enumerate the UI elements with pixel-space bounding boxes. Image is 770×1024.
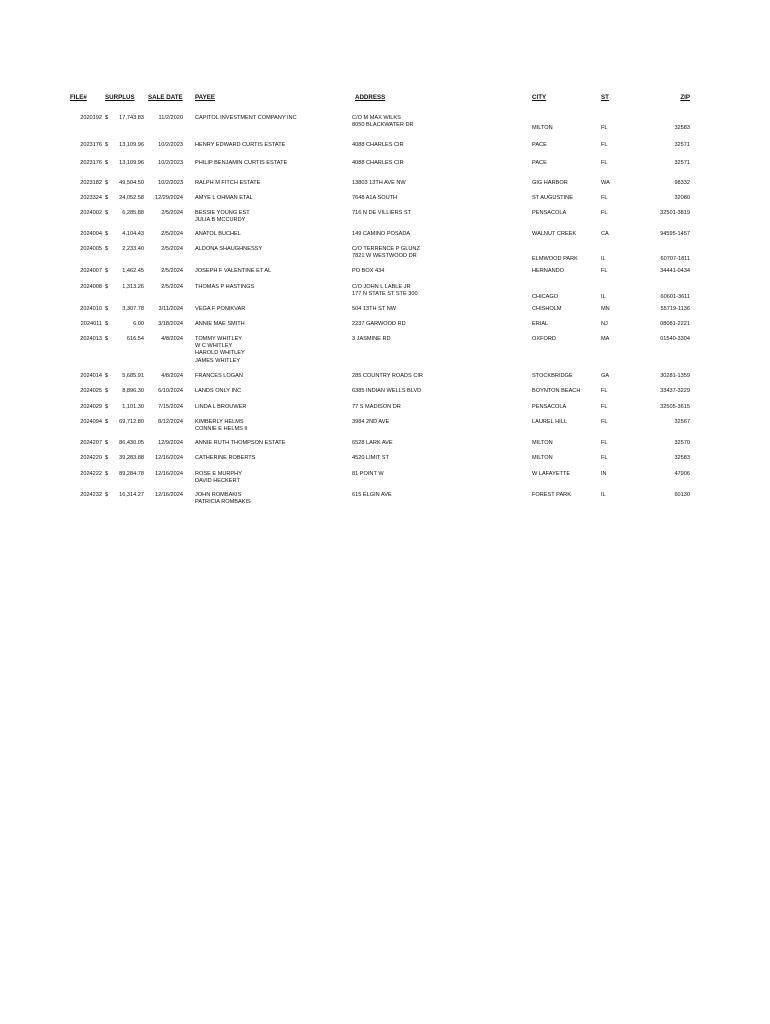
dollar-sign: $ [105, 268, 109, 274]
payee-cell [195, 455, 345, 462]
city: HERNANDO [532, 268, 565, 274]
payee-name: FRANCES LOGAN [195, 373, 243, 379]
city: BOYNTON BEACH [532, 388, 581, 394]
payee-name: AMYE L OHMAN ETAL [195, 195, 253, 201]
sale-date: 10/2/2023 [158, 180, 183, 186]
city: W LAFAYETTE [532, 471, 571, 477]
payee-name: ANATOL BUCHEL [195, 231, 241, 237]
surplus-amount: 616.54 [126, 336, 144, 342]
address-line: 504 13TH ST NW [352, 306, 397, 312]
address-cell [352, 455, 522, 462]
city: LAUREL HILL [532, 419, 567, 425]
payee-cell [195, 419, 345, 433]
address-cell [352, 492, 522, 499]
surplus-amount: 5,685.91 [122, 373, 144, 379]
sale-date: 12/16/2024 [155, 455, 183, 461]
city: MILTON [532, 125, 553, 131]
payee-cell [195, 321, 345, 328]
state: IL [601, 294, 606, 300]
address-cell [352, 440, 522, 447]
payee-cell [195, 180, 345, 187]
address-line: 8050 BLACKWATER DR [352, 122, 414, 129]
address-cell [352, 284, 522, 298]
address-cell [352, 471, 522, 478]
sale-date: 6/10/2024 [158, 388, 183, 394]
state: IL [601, 492, 606, 498]
city: MILTON [532, 455, 553, 461]
address-cell [352, 373, 522, 380]
dollar-sign: $ [105, 471, 109, 477]
payee-cell [195, 388, 345, 395]
payee-cell [195, 246, 345, 253]
file-number: 2024094 [80, 419, 102, 425]
dollar-sign: $ [105, 492, 109, 498]
address-line: PO BOX 434 [352, 268, 385, 274]
zip-code: 33437-3229 [660, 388, 690, 394]
surplus-amount: 6,285.88 [122, 210, 144, 216]
payee-name: HAROLD WHITLEY [195, 350, 245, 357]
dollar-sign: $ [105, 246, 109, 252]
payee-cell [195, 336, 345, 365]
sale-date: 10/2/2023 [158, 142, 183, 148]
surplus-amount: 89,284.78 [119, 471, 144, 477]
state: FL [601, 419, 608, 425]
file-number: 2023182 [80, 180, 102, 186]
zip-code: 47906 [674, 471, 690, 477]
surplus-amount: 1,462.45 [122, 268, 144, 274]
sale-date: 2/5/2024 [161, 231, 183, 237]
dollar-sign: $ [105, 321, 109, 327]
payee-cell [195, 115, 345, 122]
dollar-sign: $ [105, 455, 109, 461]
payee-cell [195, 142, 345, 149]
file-number: 2024014 [80, 373, 102, 379]
surplus-amount: 39,283.88 [119, 455, 144, 461]
file-number: 2023176 [80, 160, 102, 166]
sale-date: 4/8/2024 [161, 336, 183, 342]
payee-name: CONNIE E HELMS II [195, 426, 248, 433]
sale-date: 12/16/2024 [155, 492, 183, 498]
payee-cell [195, 471, 345, 485]
zip-code: 55719-1136 [660, 306, 690, 312]
payee-name: THOMAS P HASTINGS [195, 284, 255, 290]
surplus-amount: 24,052.58 [119, 195, 144, 201]
address-cell [352, 268, 522, 275]
file-number: 2024207 [80, 440, 102, 446]
sale-date: 12/9/2024 [158, 440, 183, 446]
address-line: 716 N DE VILLIERS ST [352, 210, 412, 216]
surplus-amount: 16,314.27 [119, 492, 144, 498]
state: FL [601, 125, 608, 131]
city: ELMWOOD PARK [532, 256, 578, 262]
payee-cell [195, 492, 345, 506]
surplus-amount: 49,504.50 [119, 180, 144, 186]
payee-name: KIMBERLY HELMS [195, 419, 244, 425]
sale-date: 2/5/2024 [161, 210, 183, 216]
file-number: 2024008 [80, 284, 102, 290]
state: NJ [601, 321, 608, 327]
address-line: 6385 INDIAN WELLS BLVD [352, 388, 422, 394]
state: FL [601, 440, 608, 446]
address-line: 3 JASMINE RD [352, 336, 391, 342]
file-number: 2024004 [80, 231, 102, 237]
payee-name: DAVID HECKERT [195, 478, 240, 485]
state: FL [601, 195, 608, 201]
zip-code: 60130 [674, 492, 690, 498]
address-line: 285 COUNTRY ROADS CIR [352, 373, 423, 379]
city: FOREST PARK [532, 492, 571, 498]
file-number: 2024010 [80, 306, 102, 312]
city: PACE [532, 160, 547, 166]
payee-name: LANDS ONLY INC [195, 388, 242, 394]
dollar-sign: $ [105, 160, 109, 166]
surplus-amount: 1,313.26 [122, 284, 144, 290]
zip-code: 94595-1457 [660, 231, 690, 237]
surplus-amount: 8,896.30 [122, 388, 144, 394]
sale-date: 2/5/2024 [161, 268, 183, 274]
sale-date: 12/29/2024 [155, 195, 183, 201]
city: CHISHOLM [532, 306, 562, 312]
city: PACE [532, 142, 547, 148]
dollar-sign: $ [105, 180, 109, 186]
header-surplus: SURPLUS [105, 94, 135, 101]
payee-name: ROSE E MURPHY [195, 471, 242, 477]
sale-date: 7/15/2024 [158, 404, 183, 410]
file-number: 2024220 [80, 455, 102, 461]
payee-name: CATHERINE ROBERTS [195, 455, 256, 461]
payee-cell [195, 210, 345, 224]
address-line: 77 S MADISON DR [352, 404, 401, 410]
state: FL [601, 404, 608, 410]
dollar-sign: $ [105, 388, 109, 394]
sale-date: 10/2/2023 [158, 160, 183, 166]
address-cell [352, 388, 522, 395]
header-sale-date: SALE DATE [148, 94, 183, 101]
address-line: 6528 LARK AVE [352, 440, 393, 446]
address-line: 177 N STATE ST STE 300 [352, 291, 418, 298]
payee-name: HENRY EDWARD CURTIS ESTATE [195, 142, 286, 148]
dollar-sign: $ [105, 336, 109, 342]
address-line: 615 ELGIN AVE [352, 492, 392, 498]
address-cell [352, 419, 522, 426]
dollar-sign: $ [105, 115, 109, 121]
header-file: FILE# [70, 94, 87, 101]
address-cell [352, 115, 522, 129]
file-number: 2020192 [80, 115, 102, 121]
header-address: ADDRESS [355, 94, 386, 101]
address-cell [352, 210, 522, 217]
address-cell [352, 336, 522, 343]
state: FL [601, 455, 608, 461]
payee-name: CAPITOL INVESTMENT COMPANY INC [195, 115, 297, 121]
state: FL [601, 210, 608, 216]
file-number: 2024013 [80, 336, 102, 342]
dollar-sign: $ [105, 373, 109, 379]
state: CA [601, 231, 609, 237]
zip-code: 32583 [674, 125, 690, 131]
address-cell [352, 180, 522, 187]
dollar-sign: $ [105, 404, 109, 410]
city: CHICAGO [532, 294, 559, 300]
zip-code: 08081-2221 [660, 321, 690, 327]
address-cell [352, 160, 522, 167]
zip-code: 32505-3615 [660, 404, 690, 410]
city: ERIAL [532, 321, 549, 327]
payee-cell [195, 373, 345, 380]
address-line: 7648 A1A SOUTH [352, 195, 398, 201]
zip-code: 01540-3304 [660, 336, 690, 342]
surplus-amount: 69,712.80 [119, 419, 144, 425]
file-number: 2024232 [80, 492, 102, 498]
address-line: 2237 GARWOOD RD [352, 321, 406, 327]
file-number: 2024025 [80, 388, 102, 394]
sale-date: 4/8/2024 [161, 373, 183, 379]
sale-date: 11/2/2020 [158, 115, 183, 121]
city: OXFORD [532, 336, 556, 342]
address-line: 3984 2ND AVE [352, 419, 390, 425]
state: FL [601, 142, 608, 148]
address-line: 4520 LIMIT ST [352, 455, 389, 461]
payee-name: JAMES WHITLEY [195, 357, 241, 364]
header-city: CITY [532, 94, 547, 101]
file-number: 2023324 [80, 195, 102, 201]
file-number: 2024002 [80, 210, 102, 216]
dollar-sign: $ [105, 142, 109, 148]
state: MN [601, 306, 610, 312]
payee-cell [195, 404, 345, 411]
state: WA [601, 180, 610, 186]
address-line: 7821 W WESTWOOD DR [352, 253, 417, 260]
city: WALNUT CREEK [532, 231, 577, 237]
surplus-amount: 3,307.78 [122, 306, 144, 312]
zip-code: 32501-3819 [660, 210, 690, 216]
state: MA [601, 336, 610, 342]
payee-cell [195, 268, 345, 275]
state: IN [601, 471, 607, 477]
surplus-amount: 2,233.40 [122, 246, 144, 252]
payee-name: ANNIE MAE SMITH [195, 321, 245, 327]
surplus-amount: 1,101.30 [122, 404, 144, 410]
zip-code: 60601-3611 [660, 294, 690, 300]
payee-cell [195, 306, 345, 313]
state: FL [601, 160, 608, 166]
sale-date: 3/11/2024 [158, 306, 183, 312]
dollar-sign: $ [105, 440, 109, 446]
address-line: 4088 CHARLES CIR [352, 160, 404, 166]
address-line: C/O M MAX WILKS [352, 115, 401, 121]
zip-code: 32080 [674, 195, 690, 201]
surplus-amount: 4,104.43 [122, 231, 144, 237]
state: IL [601, 256, 606, 262]
address-line: C/O JOHN L LABLE JR [352, 284, 411, 290]
state: FL [601, 268, 608, 274]
sale-date: 8/12/2024 [158, 419, 183, 425]
surplus-amount: 6.00 [133, 321, 144, 327]
file-number: 2023176 [80, 142, 102, 148]
header-zip: ZIP [680, 94, 690, 101]
surplus-amount: 13,109.96 [119, 160, 144, 166]
address-cell [352, 142, 522, 149]
zip-code: 34441-0434 [660, 268, 690, 274]
file-number: 2024029 [80, 404, 102, 410]
zip-code: 98332 [674, 180, 690, 186]
zip-code: 32571 [674, 160, 690, 166]
dollar-sign: $ [105, 231, 109, 237]
address-line: 4088 CHARLES CIR [352, 142, 404, 148]
payee-name: VEGA F PONIKVAR [195, 306, 246, 312]
payee-name: JULIA B MCCURDY [195, 217, 246, 224]
payee-name: BESSIE YOUNG EST [195, 210, 250, 216]
surplus-amount: 86,430.05 [119, 440, 144, 446]
zip-code: 32583 [674, 455, 690, 461]
zip-code: 32567 [674, 419, 690, 425]
sale-date: 2/5/2024 [161, 246, 183, 252]
address-line: C/O TERRENCE P GLUNZ [352, 246, 420, 252]
city: PENSACOLA [532, 210, 567, 216]
address-line: 149 CAMINO POSADA [352, 231, 411, 237]
payee-name: JOSEPH F VALENTINE ET AL [195, 268, 272, 274]
payee-cell [195, 440, 345, 447]
address-cell [352, 404, 522, 411]
address-line: 81 POINT W [352, 471, 384, 477]
address-cell [352, 321, 522, 328]
surplus-amount: 17,743.83 [119, 115, 144, 121]
payee-cell [195, 160, 345, 167]
sale-date: 3/18/2024 [158, 321, 183, 327]
payee-name: W C WHITLEY [195, 343, 233, 350]
payee-cell [195, 195, 345, 202]
address-line: 13803 13TH AVE NW [352, 180, 406, 186]
address-cell [352, 306, 522, 313]
file-number: 2024011 [80, 321, 102, 327]
dollar-sign: $ [105, 195, 109, 201]
payee-name: RALPH M FITCH ESTATE [195, 180, 261, 186]
city: PENSACOLA [532, 404, 567, 410]
dollar-sign: $ [105, 284, 109, 290]
payee-cell [195, 231, 345, 238]
zip-code: 30281-1359 [660, 373, 690, 379]
city: GIG HARBOR [532, 180, 568, 186]
zip-code: 32570 [674, 440, 690, 446]
dollar-sign: $ [105, 210, 109, 216]
header-payee: PAYEE [195, 94, 215, 101]
zip-code: 60707-1811 [660, 256, 690, 262]
city: STOCKBRIDGE [532, 373, 573, 379]
payee-cell [195, 284, 345, 291]
payee-name: PATRICIA ROMBAKIS [195, 499, 251, 506]
sale-date: 12/16/2024 [155, 471, 183, 477]
address-cell [352, 246, 522, 260]
state: GA [601, 373, 610, 379]
sale-date: 2/5/2024 [161, 284, 183, 290]
zip-code: 32571 [674, 142, 690, 148]
city: MILTON [532, 440, 553, 446]
payee-name: ANNIE RUTH THOMPSON ESTATE [195, 440, 286, 446]
surplus-amount: 13,109.96 [119, 142, 144, 148]
header-st: ST [601, 94, 609, 101]
address-cell [352, 195, 522, 202]
payee-name: ALDONA SHAUGHNESSY [195, 246, 263, 252]
payee-name: LINDA L BROUWER [195, 404, 247, 410]
payee-name: PHILIP BENJAMIN CURTIS ESTATE [195, 160, 288, 166]
dollar-sign: $ [105, 419, 109, 425]
payee-name: TOMMY WHITLEY [195, 336, 243, 342]
file-number: 2024005 [80, 246, 102, 252]
address-cell [352, 231, 522, 238]
file-number: 2024222 [80, 471, 102, 477]
state: FL [601, 388, 608, 394]
city: ST AUGUSTINE [532, 195, 573, 201]
dollar-sign: $ [105, 306, 109, 312]
payee-name: JOHN ROMBAKIS [195, 492, 242, 498]
file-number: 2024007 [80, 268, 102, 274]
